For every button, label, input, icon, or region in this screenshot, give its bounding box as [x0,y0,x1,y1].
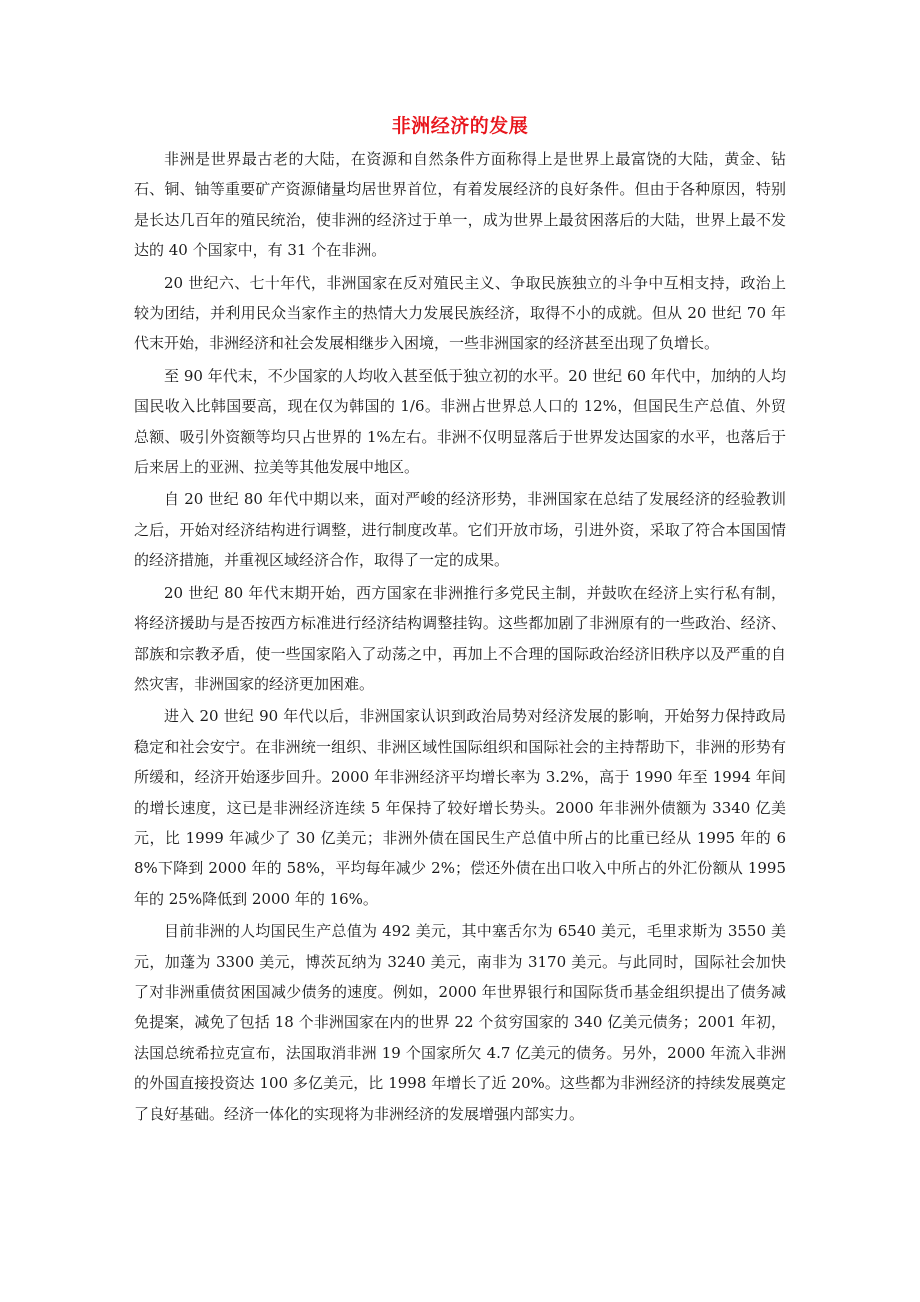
paragraph-3: 至 90 年代末，不少国家的人均收入甚至低于独立初的水平。20 世纪 60 年代中，加纳的人均国民收入比韩国要高，现在仅为韩国的 1/6。非洲占世界总人口的 12%，但国民生产总值、外贸总额、吸引外资额等均只占世界的 1%左右。非洲不仅明显落后于世界发达国家的水平，也落后于后来居上的亚洲、拉美等其他发展中地区。 [134,366,786,477]
paragraph-2: 20 世纪六、七十年代，非洲国家在反对殖民主义、争取民族独立的斗争中互相支持，政治上较为团结，并利用民众当家作主的热情大力发展民族经济，取得不小的成就。但从 20 世纪 70 年代末开始，非洲经济和社会发展相继步入困境，一些非洲国家的经济甚至出现了负增长。 [134,273,786,353]
paragraph-7: 目前非洲的人均国民生产总值为 492 美元，其中塞舌尔为 6540 美元，毛里求斯为 3550 美元，加蓬为 3300 美元，博茨瓦纳为 3240 美元，南非为 3170 美元。与此同时，国际社会加快了对非洲重债贫困国减少债务的速度。例如，2000 年世界银行和国际货币基金组织提出了债务减免提案，减免了包括 18 个非洲国家在内的世界 22 个贫穷国家的 340 亿美元债务；2001 年初，法国总统希拉克宣布，法国取消非洲 19 个国家所欠 4.7 亿美元的债务。另外，2000 年流入非洲的外国直接投资达 100 多亿美元，比 1998 年增长了近 20%。这些都为非洲经济的持续发展奠定了良好基础。经济一体化的实现将为非洲经济的发展增强内部实力。 [134,922,786,1123]
paragraph-4: 自 20 世纪 80 年代中期以来，面对严峻的经济形势，非洲国家在总结了发展经济的经验教训之后，开始对经济结构进行调整，进行制度改革。它们开放市场，引进外资，采取了符合本国国情的经济措施，并重视区域经济合作，取得了一定的成果。 [134,490,786,570]
document-title: 非洲经济的发展 [391,115,529,137]
paragraph-1: 非洲是世界最古老的大陆，在资源和自然条件方面称得上是世界上最富饶的大陆，黄金、钻石、铜、铀等重要矿产资源储量均居世界首位，有着发展经济的良好条件。但由于各种原因，特别是长达几百年的殖民统治，使非洲的经济过于单一，成为世界上最贫困落后的大陆，世界上最不发达的 40 个国家中，有 31 个在非洲。 [134,150,786,260]
document-page [134,112,786,1131]
paragraph-5: 20 世纪 80 年代末期开始，西方国家在非洲推行多党民主制，并鼓吹在经济上实行私有制，将经济援助与是否按西方标准进行经济结构调整挂钩。这些都加剧了非洲原有的一些政治、经济、部族和宗教矛盾，使一些国家陷入了动荡之中，再加上不合理的国际政治经济旧秩序以及严重的自然灾害，非洲国家的经济更加困难。 [134,583,786,693]
paragraph-6: 进入 20 世纪 90 年代以后，非洲国家认识到政治局势对经济发展的影响，开始努力保持政局稳定和社会安宁。在非洲统一组织、非洲区域性国际组织和国际社会的主持帮助下，非洲的形势有所缓和，经济开始逐步回升。2000 年非洲经济平均增长率为 3.2%，高于 1990 年至 1994 年间的增长速度，这已是非洲经济连续 5 年保持了较好增长势头。2000 年非洲外债额为 3340 亿美元，比 1999 年减少了 30 亿美元；非洲外债在国民生产总值中所占的比重已经从 1995 年的 68%下降到 2000 年的 58%，平均每年减少 2%；偿还外债在出口收入中所占的外汇份额从 1995 年的 25%降低到 2000 年的 16%。 [134,707,786,908]
